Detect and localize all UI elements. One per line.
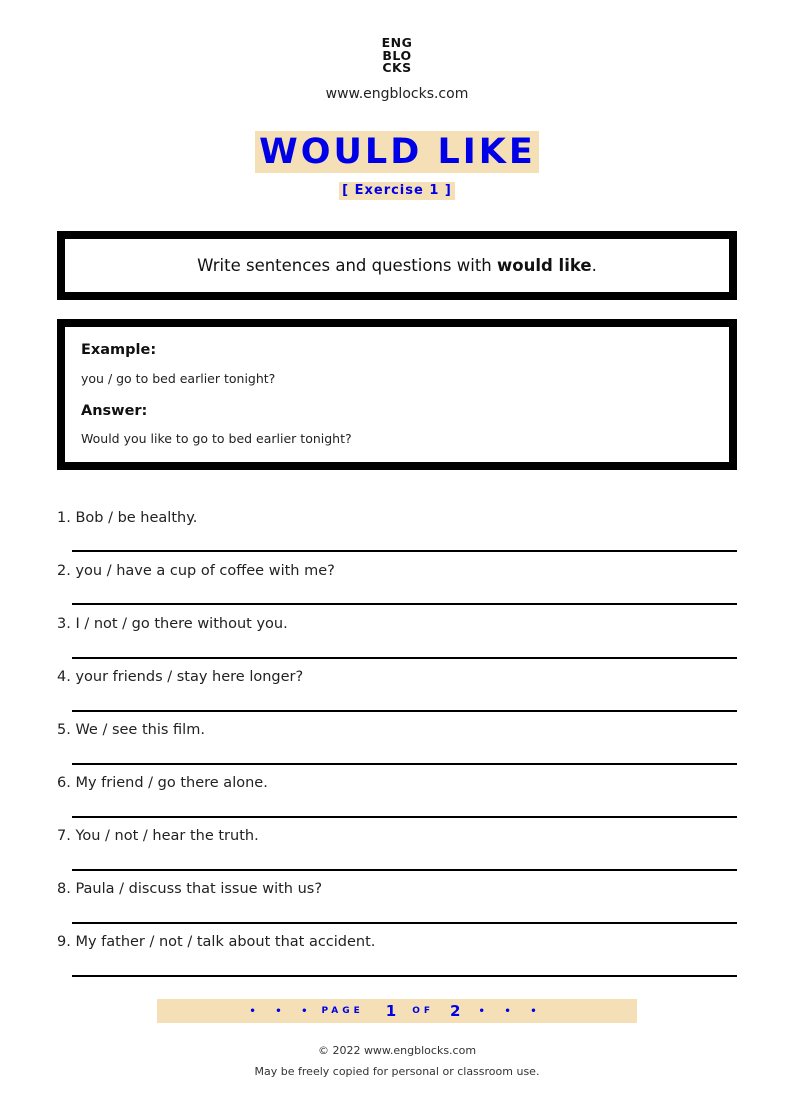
of-word: OF: [412, 1006, 435, 1016]
exercise-item-7: 7. You / not / hear the truth.: [57, 828, 259, 844]
answer-line-5[interactable]: [72, 763, 737, 765]
page-title: WOULD LIKE: [255, 131, 539, 173]
example-label: Example:: [81, 342, 157, 358]
answer-line-6[interactable]: [72, 816, 737, 818]
exercise-item-8: 8. Paula / discuss that issue with us?: [57, 881, 323, 897]
answer-line-4[interactable]: [72, 710, 737, 712]
exercise-item-2: 2. you / have a cup of coffee with me?: [57, 563, 335, 579]
page-total: 2: [450, 1002, 461, 1020]
engblocks-logo: [372, 37, 422, 75]
answer-line-2[interactable]: [72, 603, 737, 605]
instructions-text-before: Write sentences and questions with: [197, 256, 497, 275]
exercise-item-3: 3. I / not / go there without you.: [57, 616, 288, 632]
site-url[interactable]: www.engblocks.com: [325, 86, 469, 102]
instructions-text: [197, 256, 597, 275]
answer-line-8[interactable]: [72, 922, 737, 924]
title-wrapper: [0, 131, 794, 173]
answer-line-9[interactable]: [72, 975, 737, 977]
page-current: 1: [385, 1002, 397, 1020]
answer-line-1[interactable]: [72, 550, 737, 552]
example-text: you / go to bed earlier tonight?: [81, 371, 276, 386]
exercise-item-6: 6. My friend / go there alone.: [57, 775, 268, 791]
exercise-item-1: 1. Bob / be healthy.: [57, 510, 198, 526]
license-note: May be freely copied for personal or classroom use.: [254, 1065, 540, 1078]
exercise-item-5: 5. We / see this film.: [57, 722, 205, 738]
page-indicator: [157, 999, 637, 1023]
example-box: [57, 319, 737, 470]
logo-line-3: CKS: [382, 60, 412, 75]
logo-line-2: BLO: [382, 47, 412, 63]
copyright: © 2022 www.engblocks.com: [317, 1044, 477, 1057]
answer-text: Would you like to go to bed earlier tonight?: [81, 431, 352, 446]
exercise-item-4: 4. your friends / stay here longer?: [57, 669, 304, 685]
dots-left: • • •: [249, 1005, 316, 1017]
instructions-box: [57, 231, 737, 300]
page-word: PAGE: [321, 1006, 364, 1016]
exercise-subtitle: [ Exercise 1 ]: [339, 182, 455, 200]
answer-label: Answer:: [81, 403, 148, 419]
instructions-emphasis: would like: [497, 256, 592, 275]
logo-line-1: ENG: [381, 35, 413, 50]
answer-line-3[interactable]: [72, 657, 737, 659]
exercise-item-9: 9. My father / not / talk about that accident.: [57, 934, 376, 950]
dots-right: • • •: [478, 1005, 545, 1017]
answer-line-7[interactable]: [72, 869, 737, 871]
subtitle-wrapper: [0, 179, 794, 200]
instructions-text-after: .: [591, 256, 597, 275]
